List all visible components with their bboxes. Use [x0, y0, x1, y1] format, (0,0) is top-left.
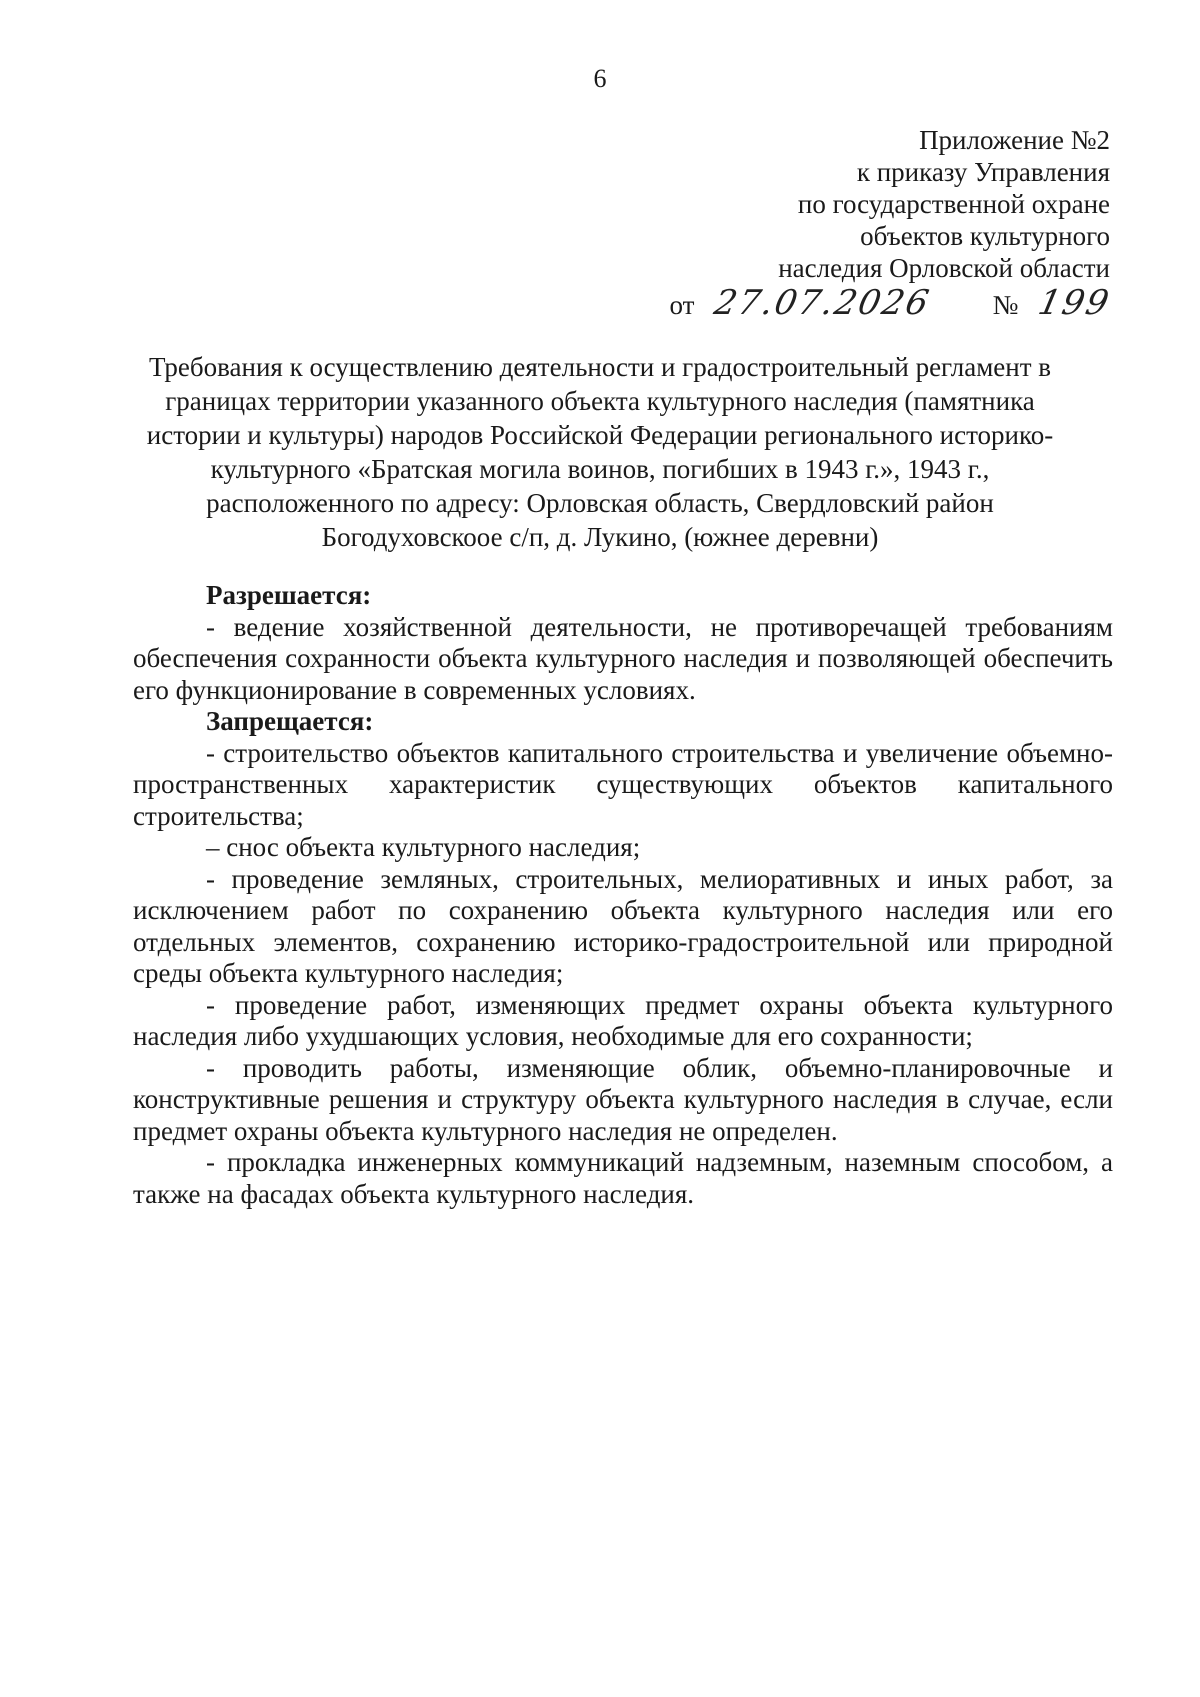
prohibited-item: - проводить работы, изменяющие облик, объемно-планировочные и конструктивные решения и структуру объекта культурного наследия в случае, если предмет охраны объекта культурного наследия не определен.	[133, 1052, 1113, 1146]
number-label: №	[992, 290, 1019, 320]
prohibited-item: - проведение работ, изменяющих предмет охраны объекта культурного наследия либо ухудшающих условия, необходимые для его сохранности;	[133, 989, 1113, 1051]
prohibited-heading: Запрещается:	[206, 706, 374, 736]
allowed-item: - ведение хозяйственной деятельности, не противоречащей требованиям обеспечения сохранности объекта культурного наследия и позволяющей обеспечить его функционирование в современных условиях.	[133, 611, 1113, 705]
title-line: Требования к осуществлению деятельности и градостроительный регламент в	[148, 352, 1052, 382]
title-line: расположенного по адресу: Орловская область, Свердловский район	[206, 488, 994, 518]
appendix-line: по государственной охране	[797, 189, 1110, 219]
handwritten-date: 27.07.2026	[710, 283, 935, 323]
date-prefix: от	[669, 290, 695, 320]
title-line: Богодуховскоое с/п, д. Лукино, (южнее деревни)	[321, 522, 879, 552]
appendix-line: наследия Орловской области	[778, 253, 1110, 283]
document-body	[133, 580, 1113, 1210]
prohibited-item: - прокладка инженерных коммуникаций надземным, наземным способом, а также на фасадах объекта культурного наследия.	[133, 1147, 1113, 1209]
appendix-line: Приложение №2	[919, 125, 1110, 155]
title-line: границах территории указанного объекта культурного наследия (памятника	[165, 386, 1035, 416]
appendix-line: объектов культурного	[860, 221, 1110, 251]
document-title	[120, 350, 1080, 554]
prohibited-item: – снос объекта культурного наследия;	[206, 832, 641, 862]
appendix-header	[669, 124, 1115, 323]
title-line: истории и культуры) народов Российской Федерации регионального историко-	[146, 420, 1054, 450]
appendix-line: к приказу Управления	[856, 157, 1110, 187]
prohibited-item: - строительство объектов капитального строительства и увеличение объемно-пространственных характеристик существующих объектов капитального строительства;	[133, 737, 1113, 831]
handwritten-number: 199	[1034, 283, 1115, 323]
order-date-number-line	[669, 283, 1115, 323]
allowed-heading: Разрешается:	[206, 580, 372, 610]
page-number: 6	[593, 64, 607, 93]
prohibited-item: - проведение земляных, строительных, мелиоративных и иных работ, за исключением работ по сохранению объекта культурного наследия или его отдельных элементов, сохранению историко-градостроительной или природной среды объекта культурного наследия;	[133, 863, 1113, 988]
title-line: культурного «Братская могила воинов, погибших в 1943 г.», 1943 г.,	[210, 454, 990, 484]
